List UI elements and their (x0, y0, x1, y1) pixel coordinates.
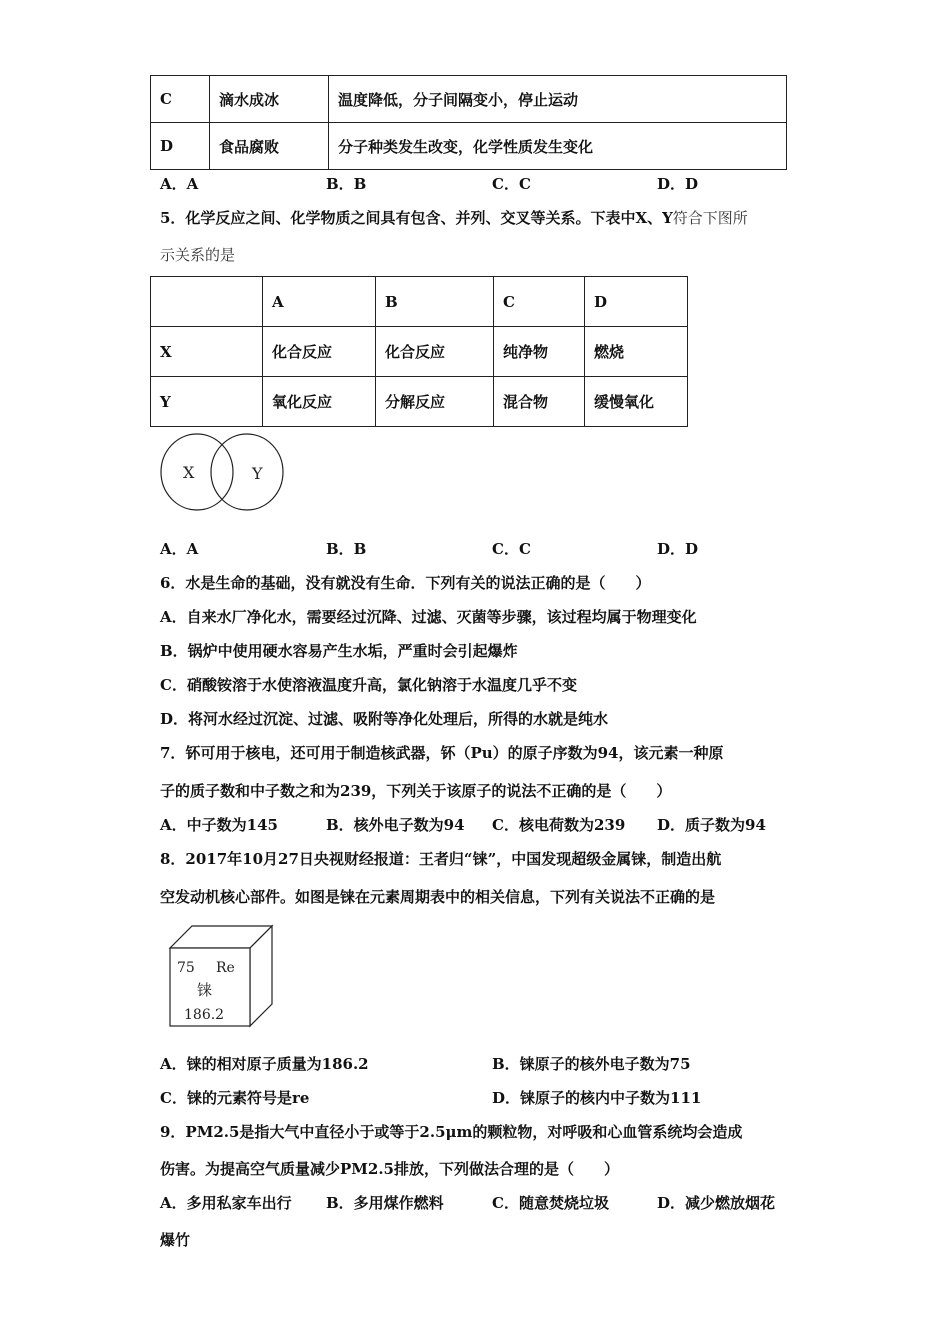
row-phenomenon: 食品腐败 (210, 123, 329, 170)
row-explanation: 温度降低，分子间隔变小，停止运动 (329, 76, 787, 123)
q8-option-c: C．铼的元素符号是re (160, 1089, 310, 1107)
q6-option-a: A．自来水厂净化水，需要经过沉降、过滤、灭菌等步骤，该过程均属于物理变化 (160, 608, 697, 626)
q5-option-a: A．A (160, 540, 199, 558)
element-symbol: Re (216, 960, 235, 976)
q7-option-a: A．中子数为145 (160, 816, 278, 834)
q6-stem: 6．水是生命的基础，没有就没有生命．下列有关的说法正确的是（ ） (160, 574, 651, 592)
q9-stem-line1: 9．PM2.5是指大气中直径小于或等于2.5μm的颗粒物，对呼吸和心血管系统均会造成 (160, 1123, 743, 1141)
q5-option-d: D．D (657, 540, 699, 558)
q9-option-d-wrap: 爆竹 (160, 1231, 191, 1249)
table-cell: X (151, 327, 263, 377)
venn-label-x: X (183, 463, 195, 482)
header-cell (151, 277, 263, 327)
table-row (151, 277, 688, 327)
q9-option-a: A．多用私家车出行 (160, 1194, 292, 1212)
q8-option-b: B．铼原子的核外电子数为75 (492, 1055, 691, 1073)
q7-stem-line1: 7．钚可用于核电，还可用于制造核武器，钚（Pu）的原子序数为94，该元素一种原 (160, 744, 724, 762)
q7-option-b: B．核外电子数为94 (326, 816, 465, 834)
table-row (151, 327, 688, 377)
q4-option-b: B．B (326, 175, 367, 193)
table-row (151, 377, 688, 427)
header-cell: B (376, 277, 494, 327)
table-cell: 缓慢氧化 (585, 377, 688, 427)
row-explanation: 分子种类发生改变，化学性质发生变化 (329, 123, 787, 170)
element-number: 75 (177, 960, 195, 976)
q5-option-c: C．C (492, 540, 531, 558)
q9-option-b: B．多用煤作燃料 (326, 1194, 444, 1212)
header-cell: A (263, 277, 376, 327)
venn-circle-y (211, 434, 283, 510)
q9-stem-line2: 伤害。为提高空气质量减少PM2.5排放，下列做法合理的是（ ） (160, 1160, 619, 1178)
element-name: 铼 (197, 981, 213, 999)
q8-stem-line1: 8．2017年10月27日央视财经报道：王者归“铼”，中国发现超级金属铼，制造出航 (160, 850, 722, 868)
element-mass: 186.2 (184, 1007, 225, 1023)
q5-stem-bold: 5．化学反应之间、化学物质之间具有包含、并列、交叉等关系。下表中X、Y (160, 209, 673, 227)
row-letter: D (151, 123, 210, 170)
table-row (151, 123, 787, 170)
q5-option-b: B．B (326, 540, 367, 558)
table-cell: 混合物 (494, 377, 585, 427)
table-cell: 燃烧 (585, 327, 688, 377)
q6-option-d: D．将河水经过沉淀、过滤、吸附等净化处理后，所得的水就是纯水 (160, 710, 609, 728)
top-table (150, 75, 787, 170)
q5-table (150, 276, 688, 427)
q8-option-d: D．铼原子的核内中子数为111 (492, 1089, 702, 1107)
q6-option-b: B．锅炉中使用硬水容易产生水垢，严重时会引起爆炸 (160, 642, 518, 660)
element-cube (166, 922, 276, 1030)
table-row (151, 76, 787, 123)
table-cell: Y (151, 377, 263, 427)
header-cell: D (585, 277, 688, 327)
q5-stem-line2: 示关系的是 (160, 246, 236, 264)
q7-stem-line2: 子的质子数和中子数之和为239，下列关于该原子的说法不正确的是（ ） (160, 782, 672, 800)
venn-diagram (158, 430, 288, 514)
table-cell: 化合反应 (263, 327, 376, 377)
q7-option-c: C．核电荷数为239 (492, 816, 626, 834)
q5-stem-line1 (160, 208, 748, 228)
q9-option-c: C．随意焚烧垃圾 (492, 1194, 609, 1212)
venn-label-y: Y (252, 464, 263, 483)
table-cell: 氧化反应 (263, 377, 376, 427)
q4-option-d: D．D (657, 175, 699, 193)
q7-option-d: D．质子数为94 (657, 816, 766, 834)
row-letter: C (151, 76, 210, 123)
q5-stem-tail: 符合下图所 (672, 209, 748, 227)
q8-option-a: A．铼的相对原子质量为186.2 (160, 1055, 369, 1073)
q9-option-d: D．减少燃放烟花 (657, 1194, 776, 1212)
row-phenomenon: 滴水成冰 (210, 76, 329, 123)
q6-option-c: C．硝酸铵溶于水使溶液温度升高，氯化钠溶于水温度几乎不变 (160, 676, 577, 694)
table-cell: 化合反应 (376, 327, 494, 377)
q4-option-a: A．A (160, 175, 199, 193)
table-cell: 分解反应 (376, 377, 494, 427)
header-cell: C (494, 277, 585, 327)
table-cell: 纯净物 (494, 327, 585, 377)
venn-circle-x (161, 434, 233, 510)
q4-option-c: C．C (492, 175, 531, 193)
q8-stem-line2: 空发动机核心部件。如图是铼在元素周期表中的相关信息，下列有关说法不正确的是 (160, 888, 716, 906)
